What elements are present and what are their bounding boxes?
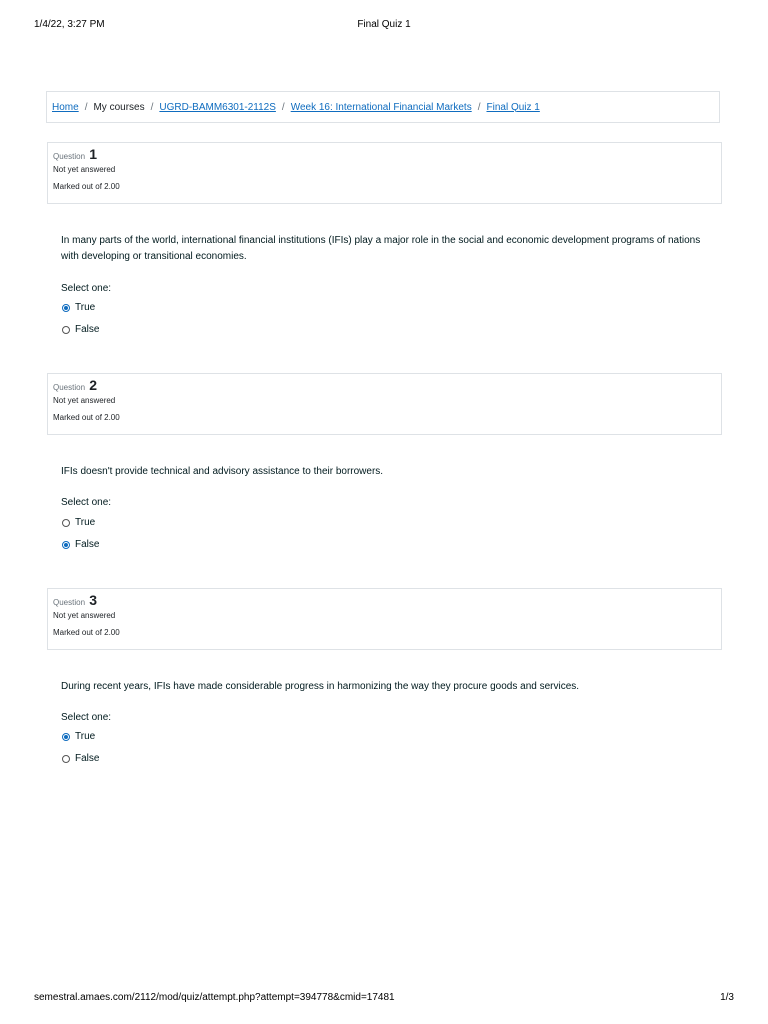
radio-unchecked-icon[interactable] xyxy=(62,326,70,334)
breadcrumb-my-courses: My courses xyxy=(93,101,145,113)
breadcrumb-home-link[interactable]: Home xyxy=(52,101,79,113)
question-2-option-true[interactable] xyxy=(62,517,95,528)
question-number: Question 1 xyxy=(53,146,98,162)
breadcrumb-separator: / xyxy=(150,101,154,113)
question-grade: Marked out of 2.00 xyxy=(53,182,120,191)
radio-checked-icon[interactable] xyxy=(62,733,70,741)
question-3-option-true[interactable] xyxy=(62,731,95,742)
radio-checked-icon[interactable] xyxy=(62,304,70,312)
radio-unchecked-icon[interactable] xyxy=(62,519,70,527)
breadcrumb-course-link[interactable]: UGRD-BAMM6301-2112S xyxy=(159,101,276,113)
question-state: Not yet answered xyxy=(53,611,116,620)
breadcrumb-quiz-link[interactable]: Final Quiz 1 xyxy=(486,101,540,113)
print-title: Final Quiz 1 xyxy=(357,19,411,30)
question-number: Question 3 xyxy=(53,592,98,608)
print-url: semestral.amaes.com/2112/mod/quiz/attempt.php?attempt=394778&cmid=17481 xyxy=(34,992,395,1003)
radio-checked-icon[interactable] xyxy=(62,541,70,549)
question-1-info xyxy=(47,142,722,204)
breadcrumb-separator: / xyxy=(477,101,481,113)
question-2-info xyxy=(47,373,722,435)
question-1-option-true[interactable] xyxy=(62,302,95,313)
question-state: Not yet answered xyxy=(53,396,116,405)
breadcrumb-separator: / xyxy=(84,101,88,113)
print-datetime: 1/4/22, 3:27 PM xyxy=(34,19,105,30)
question-number: Question 2 xyxy=(53,377,98,393)
question-2-prompt: Select one: xyxy=(61,497,112,508)
option-label: False xyxy=(75,324,100,335)
question-state: Not yet answered xyxy=(53,165,116,174)
question-3-text: During recent years, IFIs have made considerable progress in harmonizing the way they procure goods and services. xyxy=(61,681,580,692)
question-1-prompt: Select one: xyxy=(61,283,112,294)
question-3-option-false[interactable] xyxy=(62,753,99,764)
option-label: True xyxy=(75,517,96,528)
question-grade: Marked out of 2.00 xyxy=(53,628,120,637)
option-label: True xyxy=(75,302,96,313)
breadcrumb xyxy=(46,91,720,123)
question-1-option-false[interactable] xyxy=(62,324,99,335)
question-2-option-false[interactable] xyxy=(62,539,99,550)
question-grade: Marked out of 2.00 xyxy=(53,413,120,422)
radio-unchecked-icon[interactable] xyxy=(62,755,70,763)
question-1-text: In many parts of the world, international financial institutions (IFIs) play a major role in the social and economic development programs of nations with developing or transitional economies. xyxy=(61,235,701,262)
option-label: False xyxy=(75,753,100,764)
breadcrumb-week-link[interactable]: Week 16: International Financial Markets xyxy=(290,101,472,113)
option-label: True xyxy=(75,731,96,742)
print-page-number: 1/3 xyxy=(720,992,734,1003)
question-2-text: IFIs doesn't provide technical and advisory assistance to their borrowers. xyxy=(61,466,384,477)
breadcrumb-separator: / xyxy=(281,101,285,113)
option-label: False xyxy=(75,539,100,550)
question-3-prompt: Select one: xyxy=(61,712,112,723)
question-3-info xyxy=(47,588,722,650)
